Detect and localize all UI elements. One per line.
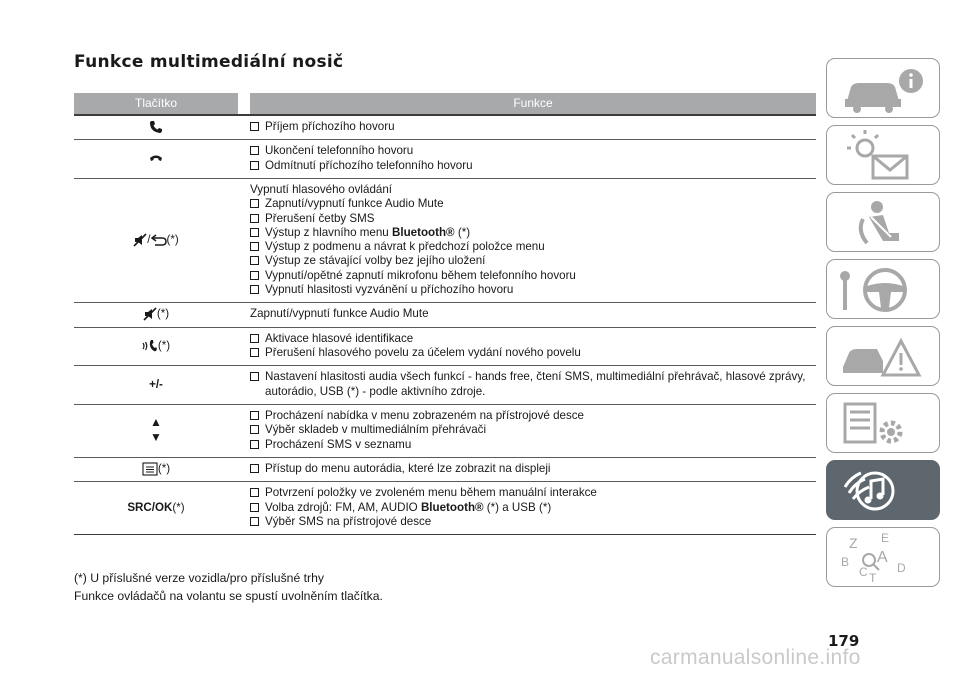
checkbox-bullet-icon <box>250 440 259 449</box>
checkbox-bullet-icon <box>250 214 259 223</box>
function-cell <box>250 405 816 458</box>
list-item: Nastavení hlasitosti audia všech funkcí - hands free, čtení SMS, multimediální přehrávač, hlasové zprávy, autorádio, USB (*) - podle aktivního zdroje. <box>250 370 816 399</box>
list-item: Vypnutí hlasitosti vyzvánění u příchozího hovoru <box>250 283 816 297</box>
tab-safety[interactable] <box>826 192 940 252</box>
button-cell <box>74 140 238 179</box>
button-cell <box>74 115 238 140</box>
steering-wheel-key-icon <box>839 264 929 316</box>
button-cell: (*) <box>74 303 238 328</box>
tab-multimedia[interactable] <box>826 460 940 520</box>
mute-icon <box>133 233 147 247</box>
list-item: Výběr skladeb v multimediálním přehrávači <box>250 423 816 437</box>
svg-text:D: D <box>897 561 906 575</box>
down-arrow-icon: ▼ <box>150 430 162 445</box>
svg-text:E: E <box>881 532 890 545</box>
lead-text: Vypnutí hlasového ovládání <box>250 182 393 196</box>
up-arrow-icon: ▲ <box>150 415 162 430</box>
warning-light-message-icon <box>839 130 929 182</box>
header-button: Tlačítko <box>74 93 238 115</box>
tab-car-info[interactable] <box>826 58 940 118</box>
function-cell <box>250 327 816 366</box>
checkbox-bullet-icon <box>250 256 259 265</box>
back-arrow-icon <box>151 234 167 246</box>
list-item: Přístup do menu autorádia, které lze zobrazit na displeji <box>250 462 816 476</box>
tab-warning-lights[interactable] <box>826 125 940 185</box>
list-item: Výběr SMS na přístrojové desce <box>250 515 816 529</box>
button-cell <box>74 405 238 458</box>
page-title: Funkce multimediální nosič <box>74 52 344 72</box>
button-cell <box>74 366 238 405</box>
index-alphabet-icon <box>839 532 929 584</box>
menu-display-icon <box>142 462 158 476</box>
list-item: Vypnutí/opětné zapnutí mikrofonu během telefonního hovoru <box>250 269 816 283</box>
checkbox-bullet-icon <box>250 161 259 170</box>
function-table <box>74 93 816 535</box>
function-cell <box>250 457 816 482</box>
checkbox-bullet-icon <box>250 271 259 280</box>
list-item: Aktivace hlasové identifikace <box>250 332 816 346</box>
list-item: Zapnutí/vypnutí funkce Audio Mute <box>250 197 816 211</box>
list-item: Ukončení telefonního hovoru <box>250 144 816 158</box>
function-cell <box>250 482 816 535</box>
function-cell <box>250 366 816 405</box>
phone-answer-icon <box>149 120 163 134</box>
page-number: 179 <box>828 632 860 650</box>
list-item: Procházení nabídka v menu zobrazeném na přístrojové desce <box>250 409 816 423</box>
function-cell <box>250 178 816 302</box>
table-row <box>74 457 816 482</box>
list-item: Přerušení hlasového povelu za účelem vydání nového povelu <box>250 346 816 360</box>
list-item: Odmítnutí příchozího telefonního hovoru <box>250 159 816 173</box>
tab-maintenance[interactable] <box>826 393 940 453</box>
table-row <box>74 482 816 535</box>
table-row <box>74 303 816 328</box>
checkbox-bullet-icon <box>250 503 259 512</box>
table-row <box>74 140 816 179</box>
footnote-release: Funkce ovládačů na volantu se spustí uvolněním tlačítka. <box>74 589 383 603</box>
phone-hangup-icon <box>149 153 163 163</box>
list-item: Příjem příchozího hovoru <box>250 120 816 134</box>
multimedia-note-icon <box>839 465 929 517</box>
svg-text:Z: Z <box>849 535 858 551</box>
button-cell: SRC/OK(*) <box>74 482 238 535</box>
checkbox-bullet-icon <box>250 517 259 526</box>
list-item: Přerušení četby SMS <box>250 212 816 226</box>
car-info-icon <box>839 63 929 115</box>
list-item: Volba zdrojů: FM, AM, AUDIO Bluetooth® (*) a USB (*) <box>250 501 816 515</box>
button-cell: / (*) <box>74 178 238 302</box>
checkbox-bullet-icon <box>250 334 259 343</box>
svg-text:C: C <box>859 565 868 579</box>
volume-button-label: +/- <box>149 377 163 391</box>
maintenance-gear-icon <box>839 398 929 450</box>
checkbox-bullet-icon <box>250 372 259 381</box>
checkbox-bullet-icon <box>250 199 259 208</box>
button-cell: (*) <box>74 327 238 366</box>
src-ok-button-label: SRC/OK <box>127 500 173 514</box>
table-row <box>74 366 816 405</box>
checkbox-bullet-icon <box>250 425 259 434</box>
car-accident-warning-icon <box>839 331 929 383</box>
list-item: Výstup ze stávající volby bez jejího uložení <box>250 254 816 268</box>
function-cell <box>250 140 816 179</box>
table-row <box>74 327 816 366</box>
watermark: carmanualsonline.info <box>650 646 861 669</box>
footnote-versions: (*) U příslušné verze vozidla/pro příslušné trhy <box>74 571 324 585</box>
function-cell <box>250 115 816 140</box>
checkbox-bullet-icon <box>250 411 259 420</box>
tab-starting-driving[interactable] <box>826 259 940 319</box>
table-row <box>74 405 816 458</box>
function-cell: Zapnutí/vypnutí funkce Audio Mute <box>250 303 816 328</box>
list-item: Potvrzení položky ve zvoleném menu během manuální interakce <box>250 486 816 500</box>
seat-airbag-icon <box>839 197 929 249</box>
checkbox-bullet-icon <box>250 122 259 131</box>
table-row <box>74 178 816 302</box>
tab-index[interactable] <box>826 527 940 587</box>
button-cell: (*) <box>74 457 238 482</box>
header-function: Funkce <box>250 93 816 115</box>
checkbox-bullet-icon <box>250 285 259 294</box>
list-item: Výstup z hlavního menu Bluetooth® (*) <box>250 226 816 240</box>
svg-text:T: T <box>869 571 877 584</box>
checkbox-bullet-icon <box>250 228 259 237</box>
mute-icon <box>143 307 157 321</box>
table-row <box>74 115 816 140</box>
checkbox-bullet-icon <box>250 242 259 251</box>
checkbox-bullet-icon <box>250 488 259 497</box>
list-item: Výstup z podmenu a návrat k předchozí položce menu <box>250 240 816 254</box>
svg-text:B: B <box>841 555 850 569</box>
chapter-tabs <box>826 58 944 594</box>
voice-command-icon <box>142 339 158 353</box>
checkbox-bullet-icon <box>250 146 259 155</box>
svg-text:A: A <box>877 549 888 566</box>
tab-emergency[interactable] <box>826 326 940 386</box>
checkbox-bullet-icon <box>250 348 259 357</box>
list-item: Procházení SMS v seznamu <box>250 438 816 452</box>
checkbox-bullet-icon <box>250 464 259 473</box>
